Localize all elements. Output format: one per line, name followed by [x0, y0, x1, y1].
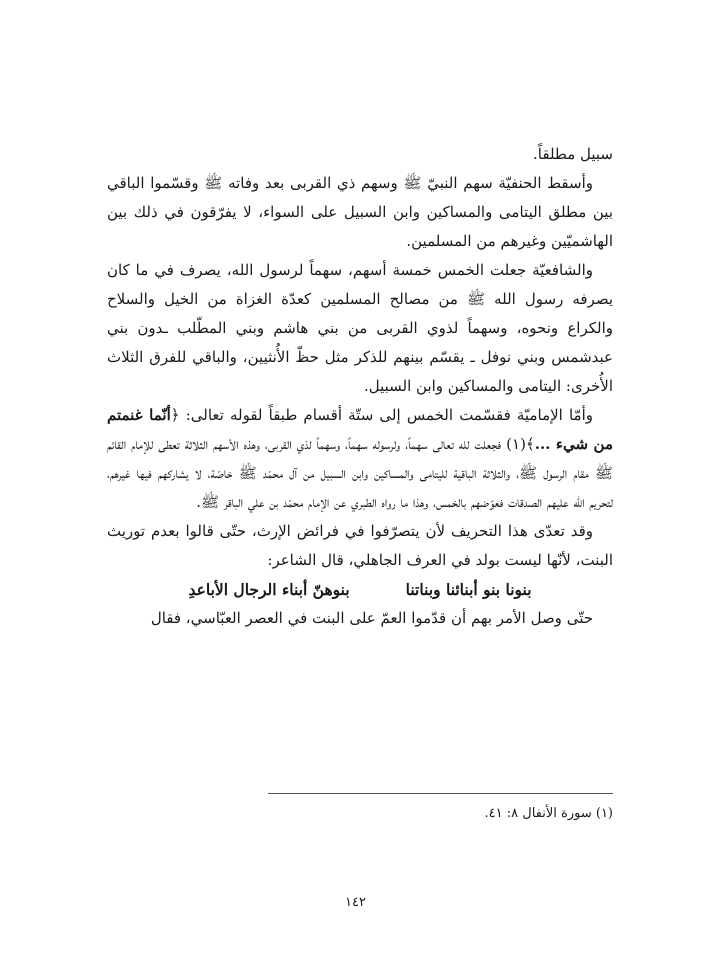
- quran-quote: أنّما غنمتم من شيء ...: [107, 406, 613, 453]
- poem-hemistich-1: بنونا بنو أبنائنا وبناتنا: [405, 580, 532, 599]
- poem-hemistich-2: بنوهنّ أبناء الرجال الأباعدِ: [188, 580, 350, 599]
- paragraph-5: وقد تعدّى هذا التحريف لأن يتصرّفوا في فرائض الإرث، حتّى قالوا بعدم توريث البنت، لأنّها ليست بولد في العرف الجاهلي، قال الشاعر:: [107, 522, 613, 569]
- page-number: ١٤٢: [345, 895, 366, 910]
- paragraph-1: سبيل مطلقاً.: [533, 145, 613, 163]
- paragraph-4-start: وأمّا الإماميّة فقسّمت الخمس إلى ستّة أقسام طبقاً لقوله تعالى: ﴿: [170, 406, 593, 424]
- quran-reference: ﴾(١): [506, 435, 535, 453]
- paragraph-4: [107, 401, 613, 517]
- footnote: (١) سورة الأنفال ٨: ٤١.: [484, 806, 613, 821]
- poem-verse: [107, 575, 613, 604]
- paragraph-6: حتّى وصل الأمر بهم أن قدّموا العمّ على البنت في العصر العبّاسي، فقال: [150, 609, 593, 627]
- paragraph-4-end: فجعلت لله تعالى سهماً، ولرسوله سهماً، وسهماً لذي القربى، وهذه الأسهم الثلاثة تعطى للإمام القائم ﷺ مقام الرسول ﷺ، والثلاثة الباقية لليتامى والمساكين وابن السبيل من آل محمّد ﷺ خاصّة، لا يشاركهم فيها غيرهم، لتحريم الله عليهم الصدقات فعوّضهم بالخمس، وهذا ما رواه الطبري عن الإمام محمّد بن علي الباقر ﷺ.: [107, 435, 613, 511]
- paragraph-3: والشافعيّة جعلت الخمس خمسة أسهم، سهماً لرسول الله، يصرف في ما كان يصرفه رسول الله ﷺ من مصالح المسلمين كعدّة الغزاة من الخيل والسلاح والكراع ونحوه، وسهماً لذوي القربى من بني هاشم وبني المطّلب ـدون بني عبدشمس وبني نوفل ـ يقسّم بينهم للذكر مثل حظّ الأُنثيين، والباقي للفرق الثلاث الأُخرى: اليتامى والمساكين وابن السبيل.: [107, 261, 613, 395]
- paragraph-2: وأسقط الحنفيّة سهم النبيّ ﷺ وسهم ذي القربى بعد وفاته ﷺ وقسّموا الباقي بين مطلق اليتامى والمساكين وابن السبيل على السواء، لا يفرّقون في ذلك بين الهاشميّين وغيرهم من المسلمين.: [107, 174, 613, 250]
- main-text: [107, 140, 613, 633]
- footnote-separator: [268, 793, 613, 794]
